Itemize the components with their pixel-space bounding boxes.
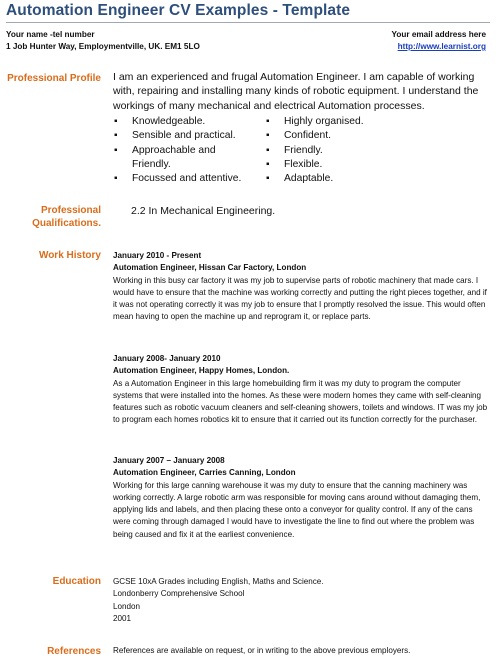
skill-item: ▪ Confident. [265,129,395,143]
page-title: Automation Engineer CV Examples - Template [6,2,351,19]
job-dates: January 2010 - Present [113,251,202,260]
job-title: Automation Engineer, Carries Canning, London [113,468,296,478]
skill-item: ▪ Approachable and Friendly. [113,144,227,173]
education-line: London [113,601,141,611]
education-line: 2001 [113,613,132,623]
section-label-profile: Professional Profile [7,73,101,84]
section-label-work-history: Work History [38,250,101,261]
skill-item: ▪ Sensible and practical. [113,129,253,143]
job-description: Working in this busy car factory it was my job to supervise parts of robotic machinery that made cars. I would have to ensure that the machine was working correctly and putting the right pieces together, and if it was not operating correctly it was my job to ensure that I promptly resolved the issue. This would often mean having to open the machine up and reprogram it, or replace parts. [113,275,487,322]
qualifications-label-line-1: Professional [40,205,101,216]
job-title: Automation Engineer, Hissan Car Factory, London [113,263,307,273]
skill-item: ▪ Adaptable. [265,172,395,186]
references-text: References are available on request, or in writing to the above previous employers. [113,646,411,655]
education-line: Londonberry Comprehensive School [113,589,245,599]
skill-item: ▪ Friendly. [265,144,395,158]
job-description: Working for this large canning warehouse it was my duty to ensure that the canning machinery was working correctly. A large robotic arm was responsible for moving cans around without damaging them, applying lids and labels, and then placing these onto a conveyor for quality control. If any of the cans were coming through damaged I would have to investigate the line to find out where the problem was being caused and fix it at the earliest convenience. [113,480,481,539]
profile-text: I am an experienced and frugal Automation Engineer. I am capable of working with, repairing and installing many kinds of robotic equipment. I understand the workings of many mechanical and electrical Automation processes. [113,71,479,112]
job-entry-1 [113,250,488,324]
education-details [113,576,488,625]
skill-item: ▪ Knowledgeable. [113,115,253,129]
skill-item: ▪ Highly organised. [265,115,395,129]
job-entry-2 [113,353,488,427]
job-dates: January 2008- January 2010 [113,354,221,363]
job-description: As a Automation Engineer in this large homebuilding firm it was my duty to program the computer systems that were installed into the homes. As these were modern homes they came with self-cleaning features such as robotic vacuum cleaners and self-cleaning showers, toilets and windows. IT was my job to program each homes robotics kit to ensure that it carried out its function correctly for the purchaser. [113,378,488,425]
email-label: Your email address here [391,30,486,39]
address-line: 1 Job Hunter Way, Employmentville, UK. EM1 5LO [6,42,200,51]
header-divider [6,22,490,23]
education-line: GCSE 10xA Grades including English, Maths and Science. [113,577,324,586]
qualifications-text: 2.2 In Mechanical Engineering. [131,205,276,217]
qualifications-label-line-2: Qualifications. [32,218,101,229]
name-line: Your name -tel number [6,30,95,39]
website-link[interactable]: http://www.learnist.org [397,42,486,51]
job-title: Automation Engineer, Happy Homes, London. [113,366,290,376]
job-entry-3 [113,455,488,541]
contact-right [392,29,487,53]
contact-left [6,29,200,53]
skill-item: ▪ Focussed and attentive. [113,172,253,186]
skills-column-1 [113,115,253,186]
skill-item: ▪ Flexible. [265,158,395,172]
section-label-qualifications [32,204,101,230]
section-label-education: Education [52,576,101,587]
skills-column-2 [265,115,395,186]
job-dates: January 2007 – January 2008 [113,456,225,465]
section-label-references: References [47,646,101,657]
